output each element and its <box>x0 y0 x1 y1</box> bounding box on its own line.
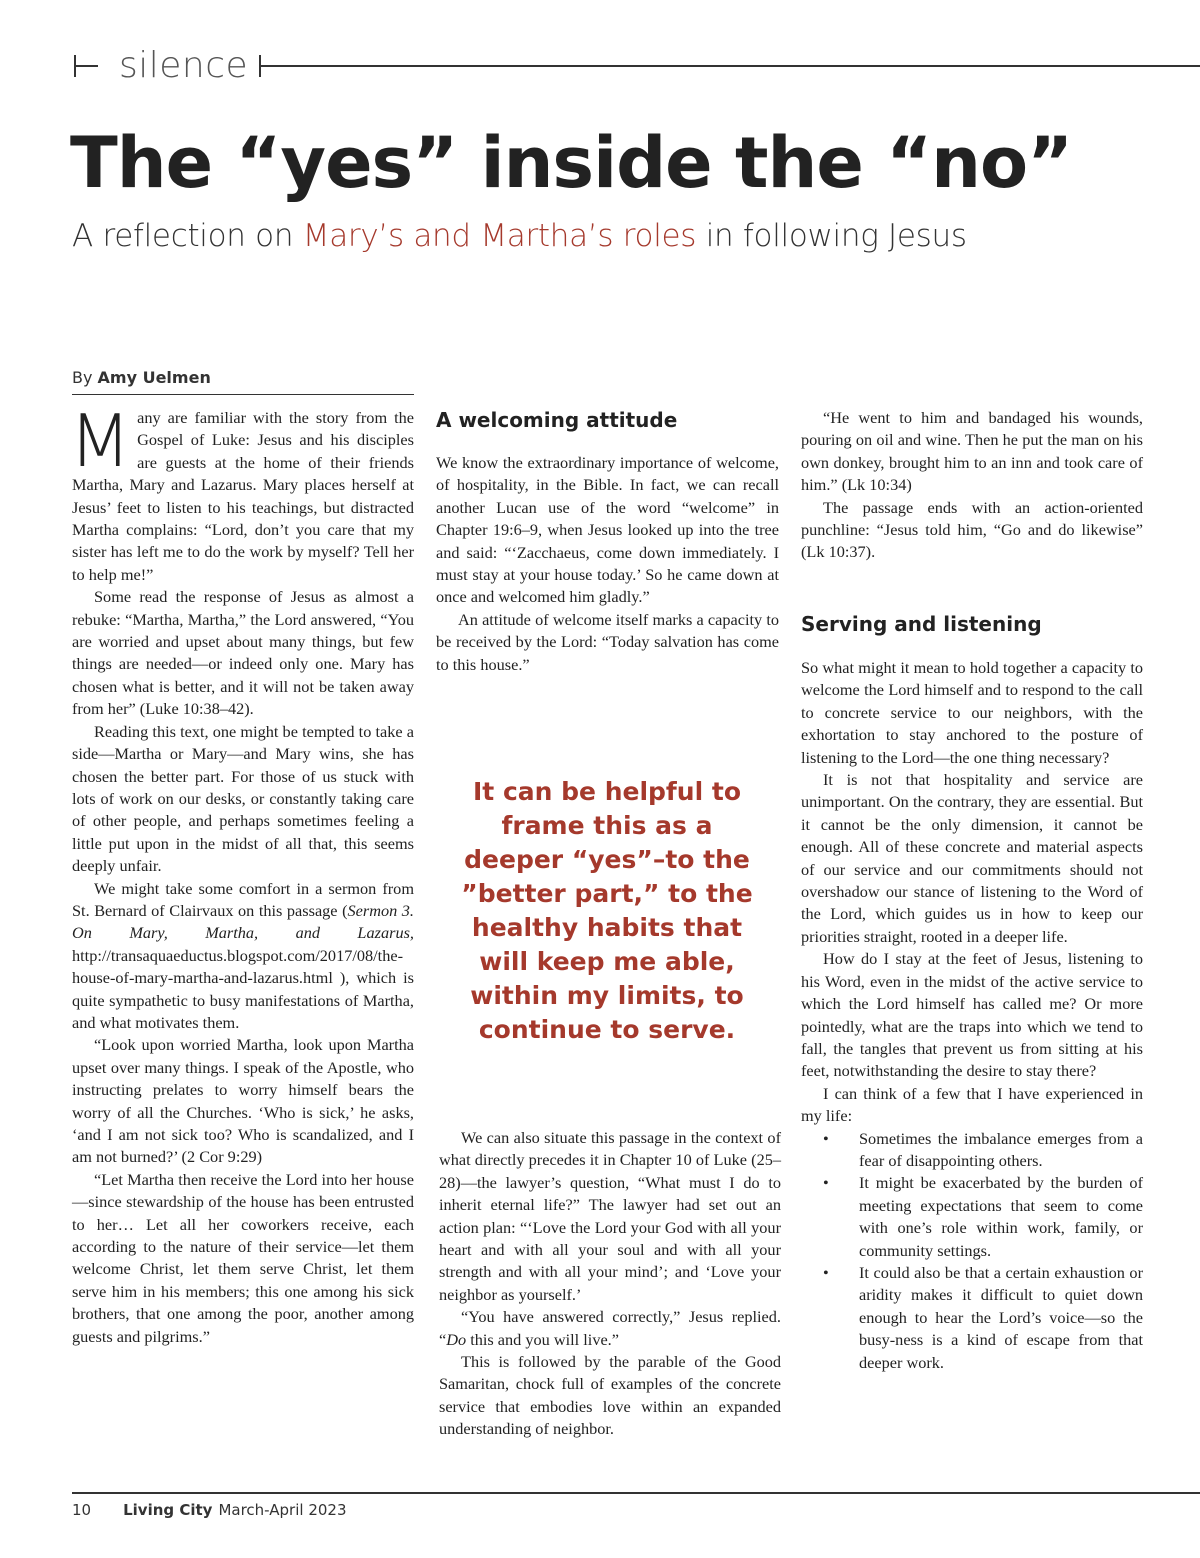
footer-rule <box>72 1492 1200 1494</box>
paragraph: We know the extraordinary importance of welcome, of hospitality, in the Bible. In fact, we can recall another Lucan use of the word “welcome” in Chapter 19:6–9, when Jesus looked up into the tree and said: “‘Zacchaeus, come down immediately. I must stay at your house today.’ So he came down at once and welcomed him gladly.” <box>436 453 779 607</box>
list-item: • It might be exacerbated by the burden of meeting expectations that seem to come with one’s role within work, family, or community settings. <box>801 1172 1143 1262</box>
column-2-bottom <box>439 1127 781 1441</box>
paragraph-text: http://transaquaeductus.blogspot.com/2017/08/the-house-of-mary-martha-and-lazarus.html ), which is quite sympathetic to busy manifestations of Martha, and what motivates them. <box>72 945 414 1032</box>
paragraph-text: We might take some comfort in a sermon from St. Bernard of Clairvaux on this passage ( <box>72 878 414 920</box>
paragraph: The passage ends with an action-oriented punchline: “Jesus told him, “Go and do likewise” (Lk 10:37). <box>801 497 1143 562</box>
paragraph: How do I stay at the feet of Jesus, listening to his Word, even in the midst of the active service to which the Lord himself has called me? Or more pointedly, what are the traps into which we tend to fall, the tangles that prevent us from sitting at his feet, notwithstanding the desire to stay there? <box>801 949 1143 1081</box>
paragraph-text: “You have answered correctly,” Jesus replied. “ <box>439 1307 781 1349</box>
column-1 <box>69 399 414 1348</box>
paragraph-text: any are familiar with the story from the Gospel of Luke: Jesus and his disciples are guests at the home of their friends Martha, Mary and Lazarus. Mary places herself at Jesus’ feet to listen to his teachings, but distracted Martha complains: “Lord, don’t you care that my sister has left me to do the work by myself? Tell her to help me!” <box>72 408 414 584</box>
magazine-name: Living City <box>123 1501 213 1519</box>
column-3-top <box>801 407 1143 564</box>
emphasis: Do <box>446 1329 467 1349</box>
byline-author: Amy Uelmen <box>97 368 211 387</box>
paragraph-text: this and you will live.” <box>466 1329 619 1349</box>
paragraph <box>69 399 414 586</box>
subhead-highlight: Mary’s and Martha’s roles <box>302 218 697 254</box>
paragraph: “He went to him and bandaged his wounds, pouring on oil and wine. Then he put the man on his own donkey, brought him to an inn and took care of him.” (Lk 10:34) <box>801 408 1143 495</box>
paragraph: So what might it mean to hold together a capacity to welcome the Lord himself and to respond to the call to concrete service to our neighbors, with the exhortation to stay anchored to the posture of listening to the Lord—the one thing necessary? <box>801 658 1143 767</box>
paragraph: Reading this text, one might be tempted to take a side—Martha or Mary—and Mary wins, she has chosen the better part. For those of us stuck with lots of work on our desks, or constantly taking care of other people, and perhaps sometimes feeling a little put upon in the midst of all that, this seems deeply unfair. <box>72 721 414 876</box>
paragraph: I can think of a few that I have experienced in my life: <box>801 1083 1143 1126</box>
paragraph: An attitude of welcome itself marks a capacity to be received by the Lord: “Today salvation has come to this house.” <box>436 609 779 674</box>
article-headline: The “yes” inside the “no” <box>70 122 1073 204</box>
drop-cap: M <box>69 399 132 483</box>
paragraph <box>439 1306 781 1351</box>
paragraph: It is not that hospitality and service are unimportant. On the contrary, they are essential. But it cannot be the only dimension, it cannot be enough. All of these concrete and material aspects of our service and our commitments should not overshadow our stance of listening to the Word of the Lord, which guides us in how to keep our priorities straight, rooted in a deeper life. <box>801 770 1143 946</box>
byline-prefix: By <box>72 368 98 387</box>
section-rule-left <box>74 65 98 67</box>
list-item: • Sometimes the imbalance emerges from a fear of disappointing others. <box>801 1128 1143 1173</box>
sermon-citation: Sermon 3. On Mary, Martha, and Lazarus, <box>72 900 414 943</box>
column-3-bottom <box>801 657 1143 1374</box>
subhead-tail: in following Jesus <box>696 218 967 254</box>
page-number: 10 <box>72 1501 92 1519</box>
byline <box>72 368 414 395</box>
list-item: • It could also be that a certain exhaustion or aridity makes it difficult to quiet down enough to hear the Lord’s voice—so the busy-ness is a kind of escape from that deeper work. <box>801 1262 1143 1374</box>
page-footer <box>72 1501 347 1519</box>
section-label: silence <box>119 45 249 86</box>
subhead-lead: A reflection on <box>72 218 303 254</box>
column-2-top <box>436 452 779 676</box>
subheading-serving-listening: Serving and listening <box>801 612 1042 636</box>
subheading-welcoming-attitude: A welcoming attitude <box>436 408 678 432</box>
section-tag <box>74 40 1200 94</box>
paragraph: “Look upon worried Martha, look upon Martha upset over many things. I speak of the Apostle, who instructing prelates to worry himself bears the worry of all the Churches. ‘Who is sick,’ he asks, ‘and I am not sick too? Who is scandalized, and I am not burned?’ (2 Cor 9:29) <box>72 1035 414 1167</box>
paragraph: Some read the response of Jesus as almost a rebuke: “Martha, Martha,” the Lord answered, “You are worried and upset about many things, but few things are needed—or indeed only one. Mary has chosen what is better, and it will not be taken away from her” (Luke 10:38–42). <box>72 587 414 719</box>
pull-quote: It can be helpful to frame this as a deeper “yes”–to the ”better part,” to the healthy habits that will keep me able, within my limits, to continue to serve. <box>461 777 753 1044</box>
issue-date: March-April 2023 <box>218 1501 347 1519</box>
paragraph: “Let Martha then receive the Lord into her house—since stewardship of the house has been entrusted to her… Let all her coworkers receive, each according to the nature of their service—let them welcome Christ, let them serve Christ, let them serve him in his members; this one among his sick brothers, that one among the poor, another among guests and pilgrims.” <box>72 1169 414 1346</box>
paragraph: We can also situate this passage in the context of what directly precedes it in Chapter 10 of Luke (25–28)—the lawyer’s question, “What must I do to inherit eternal life?” The lawyer had set out an action plan: “‘Love the Lord your God with all your heart and with all your soul and with all your strength and with all your mind’; and ‘Love your neighbor as yourself.’ <box>439 1128 781 1304</box>
paragraph: This is followed by the parable of the Good Samaritan, chock full of examples of the concrete service that embodies love within an expanded understanding of neighbor. <box>439 1352 781 1439</box>
bullet-list <box>801 1128 1143 1374</box>
section-rule-right <box>259 65 1200 67</box>
paragraph <box>72 878 414 1035</box>
article-subhead <box>72 218 967 254</box>
